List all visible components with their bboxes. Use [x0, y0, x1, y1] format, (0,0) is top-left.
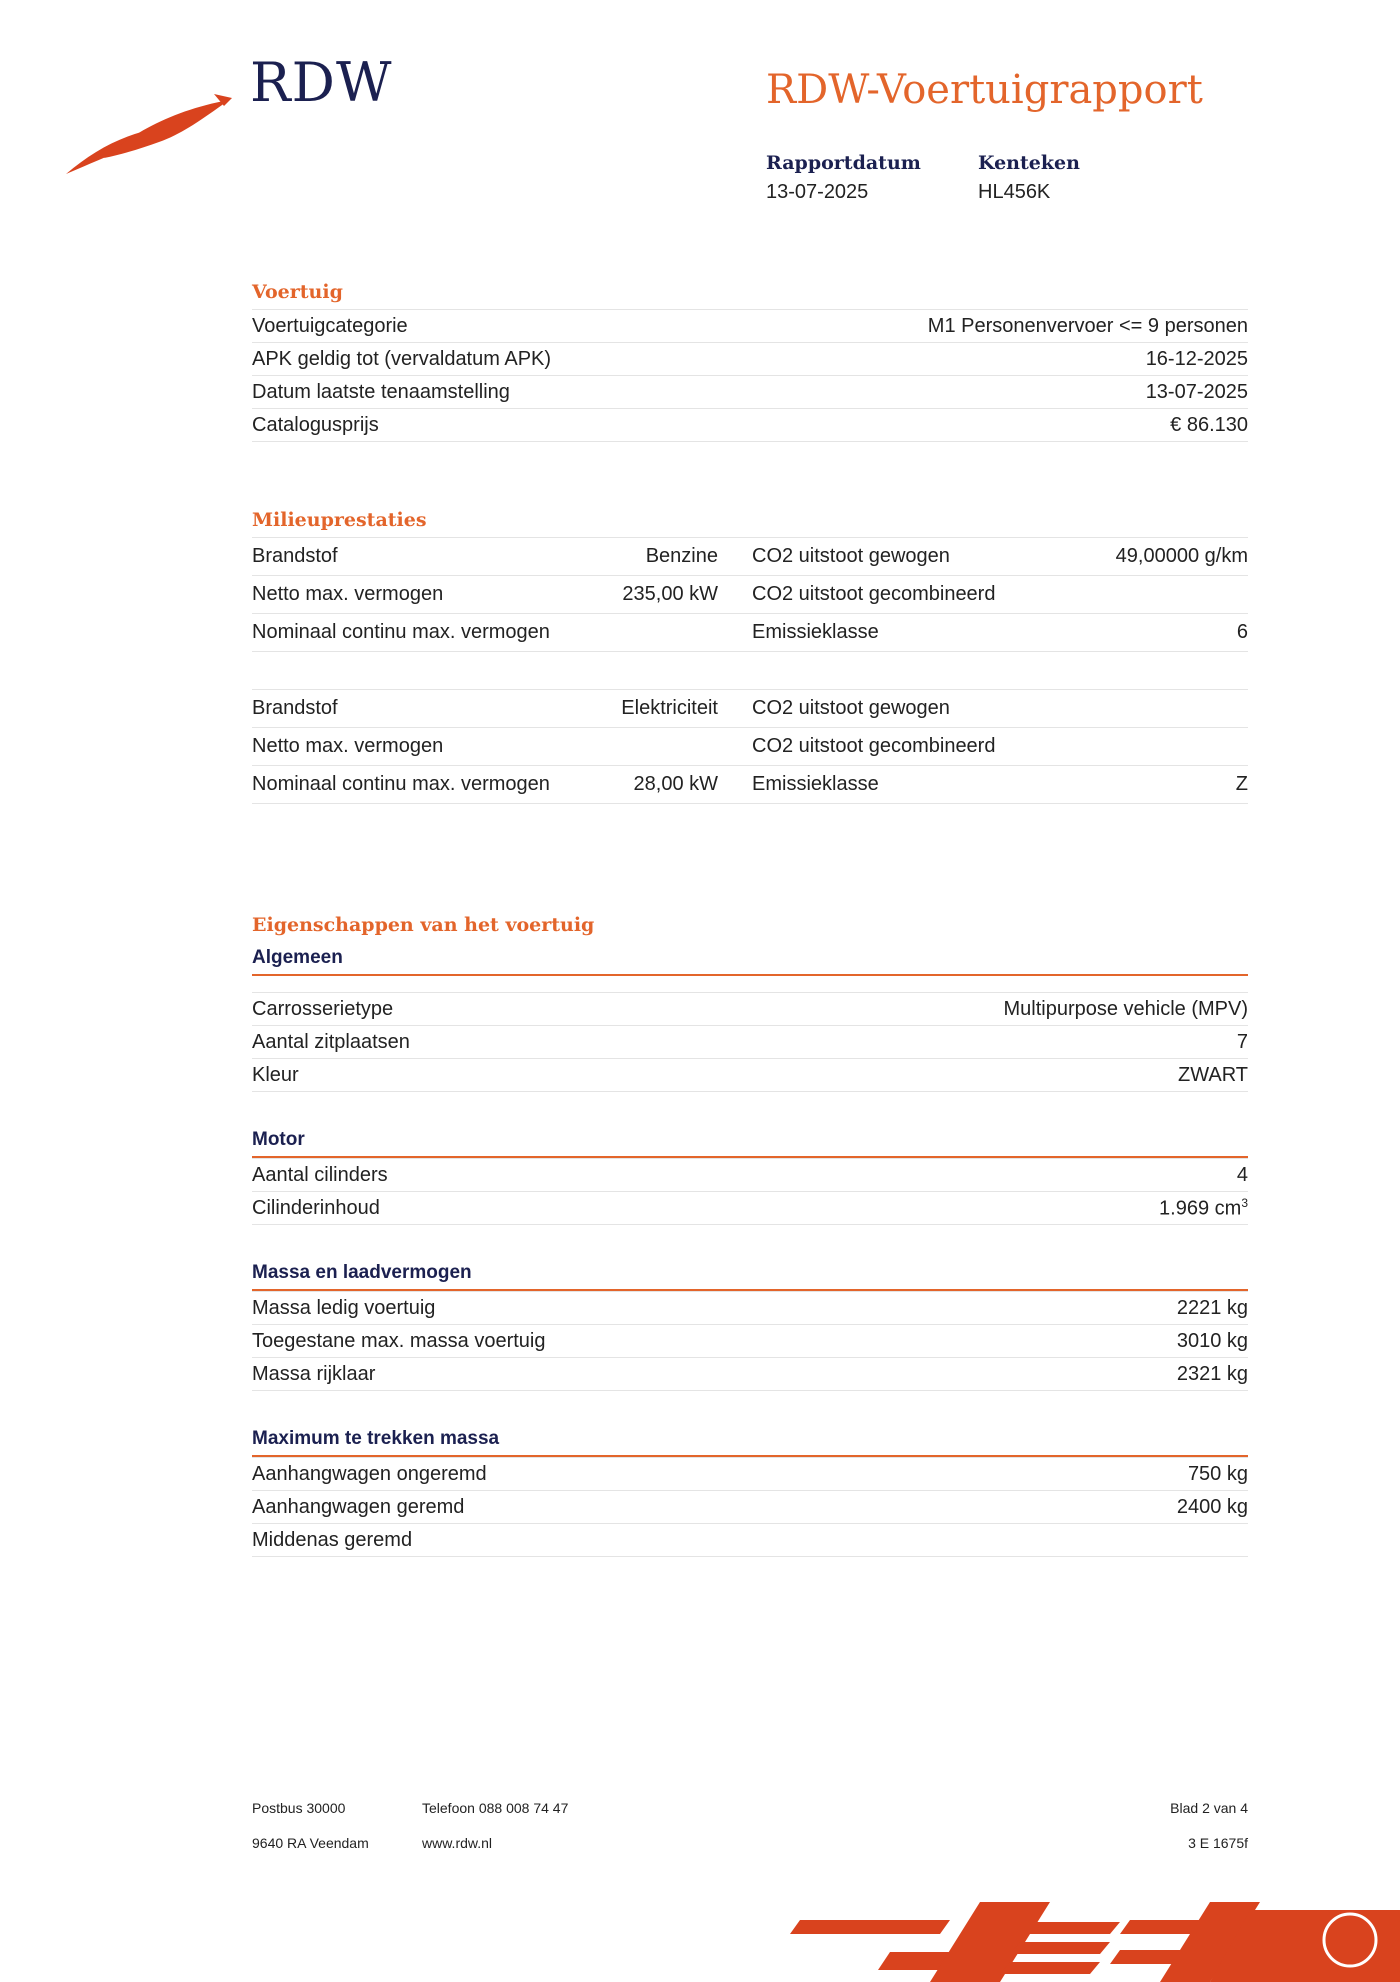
row-label: Massa ledig voertuig: [252, 1296, 436, 1319]
env-label: CO2 uitstoot gewogen: [752, 697, 950, 719]
env-value: Benzine: [645, 545, 718, 567]
row-label: Cilinderinhoud: [252, 1196, 380, 1219]
env-label: Brandstof: [252, 545, 338, 567]
report-date-value: 13-07-2025: [766, 181, 869, 203]
plate-label: Kenteken: [978, 152, 1080, 174]
row-label: Aantal cilinders: [252, 1163, 388, 1186]
env-label: Netto max. vermogen: [252, 735, 444, 757]
row-value: € 86.130: [1170, 413, 1248, 436]
table-row: [252, 1523, 1248, 1557]
table-row: [252, 575, 1248, 613]
row-label: Aantal zitplaatsen: [252, 1030, 410, 1053]
table-row: [252, 342, 1248, 375]
row-label: Carrosserietype: [252, 997, 394, 1020]
table-row: [252, 1058, 1248, 1092]
row-value: 2321 kg: [1176, 1362, 1248, 1385]
environment-table-petrol: [252, 537, 1248, 652]
row-value-wrap: [1159, 1196, 1248, 1221]
decorative-stripes-icon: [780, 1900, 1400, 1982]
row-label: Aanhangwagen geremd: [252, 1495, 465, 1518]
rdw-logo-icon: [64, 88, 234, 180]
env-value: 235,00 kW: [622, 583, 718, 605]
subsection-title-mass: Massa en laadvermogen: [252, 1257, 1248, 1291]
properties-section: [252, 908, 1248, 1557]
env-label: CO2 uitstoot gecombineerd: [752, 583, 996, 605]
logo-text: RDW: [250, 51, 393, 114]
row-label: APK geldig tot (vervaldatum APK): [252, 347, 552, 370]
env-value: Elektriciteit: [621, 697, 718, 719]
row-value: 2221 kg: [1176, 1296, 1248, 1319]
vehicle-section: [252, 275, 1248, 442]
env-label: Brandstof: [252, 697, 338, 719]
footer-document-code: 3 E 1675f: [1188, 1834, 1248, 1851]
table-row: [252, 613, 1248, 652]
footer: [252, 1790, 1248, 1860]
table-row: [252, 1291, 1248, 1324]
row-value: 4: [1236, 1163, 1248, 1186]
towing-group: [252, 1423, 1248, 1557]
mass-group: [252, 1257, 1248, 1391]
row-label: Toegestane max. massa voertuig: [252, 1329, 546, 1352]
row-value: 750 kg: [1187, 1462, 1248, 1485]
table-row: [252, 992, 1248, 1025]
row-value: 13-07-2025: [1145, 380, 1248, 403]
env-value: 28,00 kW: [633, 773, 718, 795]
env-label: CO2 uitstoot gewogen: [752, 545, 950, 567]
general-group: [252, 942, 1248, 1092]
engine-group: [252, 1124, 1248, 1225]
table-row: [252, 1158, 1248, 1191]
table-row: [252, 1025, 1248, 1058]
row-label: Middenas geremd: [252, 1528, 413, 1551]
row-value: 2400 kg: [1176, 1495, 1248, 1518]
section-title-properties: Eigenschappen van het voertuig: [252, 914, 595, 936]
row-value: 7: [1236, 1030, 1248, 1053]
table-row: [252, 1191, 1248, 1225]
table-row: [252, 1457, 1248, 1490]
row-value: ZWART: [1178, 1063, 1248, 1086]
row-label: Datum laatste tenaamstelling: [252, 380, 510, 403]
footer-address-line1: Postbus 30000: [252, 1799, 346, 1816]
subsection-title-engine: Motor: [252, 1124, 1248, 1158]
row-value: M1 Personenvervoer <= 9 personen: [927, 314, 1248, 337]
report-title: RDW-Voertuigrapport: [766, 67, 1203, 113]
table-row: [252, 765, 1248, 804]
row-label: Catalogusprijs: [252, 413, 379, 436]
table-row: [252, 689, 1248, 727]
row-value: 1.969 cm: [1159, 1197, 1242, 1220]
footer-phone: Telefoon 088 008 74 47: [422, 1799, 569, 1816]
footer-website-link[interactable]: www.rdw.nl: [422, 1834, 493, 1851]
env-label: Nominaal continu max. vermogen: [252, 621, 550, 643]
row-label: Kleur: [252, 1063, 299, 1086]
env-value: 49,00000 g/km: [1115, 545, 1248, 567]
report-date-block: [766, 150, 921, 208]
report-date-label: Rapportdatum: [766, 152, 921, 174]
table-row: [252, 309, 1248, 342]
subsection-title-towing: Maximum te trekken massa: [252, 1423, 1248, 1457]
env-label: CO2 uitstoot gecombineerd: [752, 735, 996, 757]
env-value: 6: [1236, 621, 1248, 643]
plate-value: HL456K: [978, 181, 1051, 203]
table-row: [252, 1490, 1248, 1523]
row-value: 16-12-2025: [1145, 347, 1248, 370]
row-label: Voertuigcategorie: [252, 314, 408, 337]
env-label: Nominaal continu max. vermogen: [252, 773, 550, 795]
table-row: [252, 727, 1248, 765]
row-value: 3010 kg: [1176, 1329, 1248, 1352]
env-label: Emissieklasse: [752, 773, 879, 795]
footer-address-line2: 9640 RA Veendam: [252, 1834, 369, 1851]
env-label: Emissieklasse: [752, 621, 879, 643]
subsection-title-general: Algemeen: [252, 942, 1248, 976]
env-value: Z: [1235, 773, 1248, 795]
row-value: Multipurpose vehicle (MPV): [1003, 997, 1248, 1020]
section-title-vehicle: Voertuig: [252, 281, 343, 303]
environment-section: [252, 503, 1248, 804]
table-row: [252, 1357, 1248, 1391]
row-label: Aanhangwagen ongeremd: [252, 1462, 487, 1485]
vehicle-table: [252, 309, 1248, 442]
section-title-environment: Milieuprestaties: [252, 509, 427, 531]
table-row: [252, 375, 1248, 408]
table-row: [252, 1324, 1248, 1357]
environment-table-electric: [252, 689, 1248, 804]
table-row: [252, 408, 1248, 442]
env-label: Netto max. vermogen: [252, 583, 444, 605]
footer-page-number: Blad 2 van 4: [1170, 1799, 1248, 1816]
unit-superscript: 3: [1241, 1195, 1248, 1210]
row-label: Massa rijklaar: [252, 1362, 376, 1385]
table-row: [252, 537, 1248, 575]
plate-block: [978, 150, 1080, 208]
